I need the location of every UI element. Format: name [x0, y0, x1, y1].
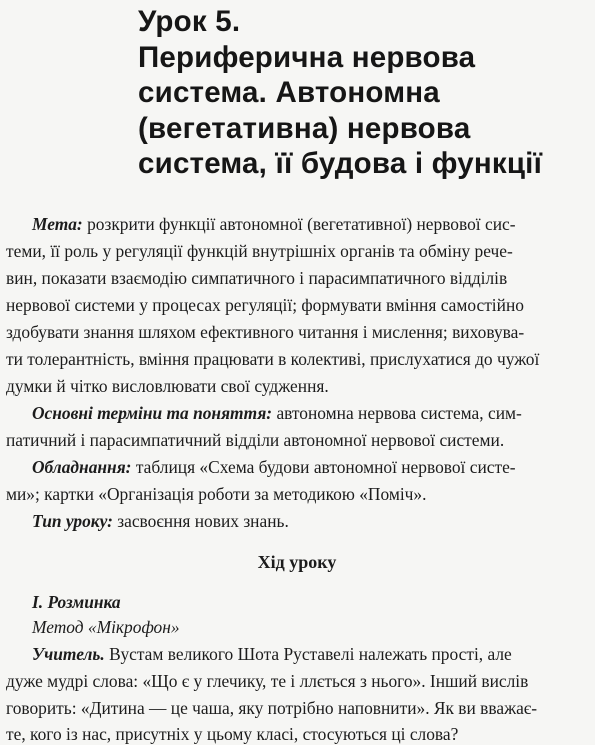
lesson-type-text: засвоєння нових знань. [117, 511, 289, 531]
goal-line: здобувати знання шляхом ефективного читання і мислення; виховува- [6, 322, 525, 342]
goal-line: думки й чітко висловлювати свої судження. [6, 376, 329, 396]
goal-line: нервової системи у процесах регуляції; формувати вміння самостійно [6, 295, 524, 315]
warmup-method: Метод «Мікрофон» [32, 617, 180, 637]
warmup-text: Вустам великого Шота Руставелі належать прості, але [109, 644, 512, 664]
lesson-title-line: Периферична нервова [138, 40, 476, 74]
lesson-title-line: (вегетативна) нервова [138, 111, 471, 145]
lesson-title-line: система. Автономна [138, 76, 440, 109]
goal-line: ти толерантність, вміння працювати в колективі, прислухатися до чужої [6, 349, 540, 369]
warmup-line: те, кого із нас, присутніх у цьому класі, стосуються ці слова? [6, 724, 459, 744]
terms-text: автономна нервова система, сим- [276, 403, 522, 423]
lesson-title [138, 4, 578, 182]
equipment-line-1 [32, 457, 516, 478]
goal-label: Мета: [32, 214, 83, 234]
progress-heading: Хід уроку [257, 552, 337, 572]
goal-line: вин, показати взаємодію симпатичного і парасимпатичного відділів [6, 268, 508, 288]
lesson-title-line: Урок 5. [138, 5, 241, 38]
equipment-label: Обладнання: [32, 457, 132, 477]
equipment-line: ми»; картки «Організація роботи за методикою «Поміч». [6, 484, 427, 504]
equipment-text: таблиця «Схема будови автономної нервової систе- [135, 457, 516, 477]
goal-text: розкрити функції автономної (вегетативної) нервової сис- [87, 214, 516, 234]
lesson-type-label: Тип уроку: [32, 511, 113, 531]
terms-line-1 [32, 403, 522, 424]
goal-line-1 [32, 214, 516, 235]
warmup-line: говорить: «Дитина — це чаша, яку потрібно наповнити». Як ви вважає- [6, 698, 538, 718]
goal-line: теми, її роль у регуляції функцій внутрішніх органів та обміну рече- [6, 241, 513, 261]
speaker-label: Учитель. [32, 644, 105, 664]
terms-label: Основні терміни та поняття: [32, 403, 273, 423]
terms-line: патичний і парасимпатичний відділи автономної нервової системи. [6, 430, 505, 450]
lesson-type-line [32, 511, 289, 532]
warmup-line-1 [32, 644, 512, 665]
warmup-line: дуже мудрі слова: «Що є у глечику, те і ллється з нього». Інший вислів [6, 671, 529, 691]
warmup-title: I. Розминка [32, 592, 121, 612]
lesson-title-line: система, її будова і функції [138, 147, 543, 180]
